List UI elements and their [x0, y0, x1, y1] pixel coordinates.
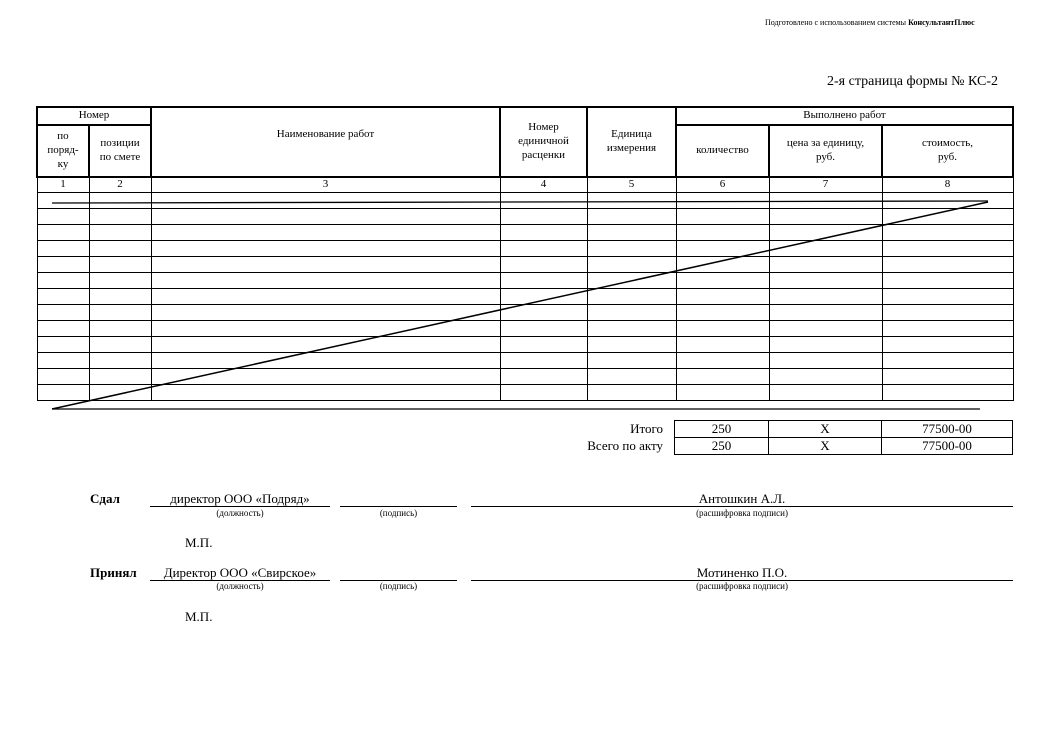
- itogo-qty: 250: [675, 421, 769, 438]
- table-cell: [37, 304, 89, 320]
- sdal-position-line: [150, 506, 330, 507]
- table-row: [37, 304, 1013, 320]
- unit-line-2: измерения: [606, 142, 657, 154]
- prinyal-position: Директор ООО «Свирское»: [163, 565, 317, 580]
- table-cell: [587, 320, 676, 336]
- prinyal-stamp-place: М.П.: [185, 609, 213, 624]
- table-cell: [587, 208, 676, 224]
- sdal-cap-decoding: (расшифровка подписи): [696, 508, 788, 518]
- table-cell: [676, 224, 769, 240]
- prinyal-label: Принял: [90, 565, 137, 580]
- table-cell: [151, 352, 500, 368]
- table-cell: [500, 288, 587, 304]
- col-qty-header: количество: [676, 125, 769, 177]
- table-cell: [89, 368, 151, 384]
- col-number: 4: [500, 177, 587, 192]
- table-cell: [37, 272, 89, 288]
- table-row: [37, 320, 1013, 336]
- table-cell: [89, 192, 151, 208]
- table-cell: [151, 208, 500, 224]
- col-order-header: [37, 125, 89, 177]
- price-line-1: цена за единицу,: [786, 137, 865, 150]
- table-cell: [882, 336, 1013, 352]
- table-cell: [89, 352, 151, 368]
- table-row: [37, 208, 1013, 224]
- table-cell: [500, 304, 587, 320]
- table-cell: [587, 272, 676, 288]
- unit-line-1: Единица: [611, 128, 652, 141]
- column-numbers-row: [37, 177, 1013, 192]
- table-row: [37, 352, 1013, 368]
- table-row: [37, 368, 1013, 384]
- sdal-cap-signature: (подпись): [379, 508, 418, 518]
- table-cell: [769, 208, 882, 224]
- sdal-name-line: [471, 506, 1013, 507]
- table-cell: [882, 224, 1013, 240]
- order-line-1: по: [57, 130, 69, 143]
- position-line-2: по смете: [99, 151, 141, 163]
- prinyal-name: Мотиненко П.О.: [696, 565, 788, 580]
- table-cell: [676, 256, 769, 272]
- vsego-cost: 77500-00: [882, 438, 1013, 455]
- col-cost-header: [882, 125, 1013, 177]
- table-cell: [37, 320, 89, 336]
- table-cell: [500, 368, 587, 384]
- table-cell: [882, 352, 1013, 368]
- table-cell: [151, 224, 500, 240]
- vsego-qty: 250: [675, 438, 769, 455]
- table-cell: [769, 336, 882, 352]
- table-cell: [37, 224, 89, 240]
- table-cell: [676, 384, 769, 400]
- table-cell: [676, 240, 769, 256]
- table-cell: [89, 208, 151, 224]
- table-row: [37, 240, 1013, 256]
- table-cell: [37, 240, 89, 256]
- table-cell: [769, 368, 882, 384]
- col-name-header: [151, 107, 500, 177]
- itogo-cost: 77500-00: [882, 421, 1013, 438]
- table-cell: [89, 288, 151, 304]
- col-unit-header: [587, 107, 676, 177]
- col-number: 1: [37, 177, 89, 192]
- rate-line-2: единичной: [518, 135, 569, 148]
- table-cell: [882, 288, 1013, 304]
- table-cell: [151, 320, 500, 336]
- col-number: 6: [676, 177, 769, 192]
- group-number-header: Номер: [37, 107, 151, 125]
- table-cell: [500, 192, 587, 208]
- table-cell: [769, 224, 882, 240]
- table-cell: [587, 368, 676, 384]
- table-cell: [89, 256, 151, 272]
- table-cell: [500, 256, 587, 272]
- prepared-brand: КонсультантПлюс: [908, 18, 975, 27]
- table-cell: [151, 336, 500, 352]
- table-cell: [769, 352, 882, 368]
- table-cell: [882, 256, 1013, 272]
- table-cell: [37, 384, 89, 400]
- table-row: [37, 192, 1013, 208]
- table-cell: [151, 192, 500, 208]
- col-number: 3: [151, 177, 500, 192]
- table-cell: [882, 320, 1013, 336]
- order-line-2: поряд-: [47, 144, 79, 157]
- table-cell: [500, 384, 587, 400]
- table-cell: [769, 304, 882, 320]
- table-row: [37, 224, 1013, 240]
- table-cell: [37, 368, 89, 384]
- table-cell: [37, 192, 89, 208]
- vsego-row: [675, 438, 1013, 455]
- table-cell: [151, 240, 500, 256]
- col-position-header: [89, 125, 151, 177]
- itogo-price: X: [769, 421, 882, 438]
- table-cell: [37, 352, 89, 368]
- table-cell: [500, 320, 587, 336]
- table-cell: [89, 240, 151, 256]
- table-cell: [882, 384, 1013, 400]
- table-cell: [500, 336, 587, 352]
- table-row: [37, 384, 1013, 400]
- table-cell: [500, 240, 587, 256]
- table-cell: [769, 192, 882, 208]
- prinyal-cap-signature: (подпись): [379, 581, 418, 591]
- table-row: [37, 336, 1013, 352]
- table-cell: [587, 304, 676, 320]
- table-cell: [151, 288, 500, 304]
- table-cell: [769, 288, 882, 304]
- table-cell: [882, 240, 1013, 256]
- form-title: 2-я страница формы № КС-2: [827, 74, 998, 89]
- prinyal-cap-decoding: (расшифровка подписи): [696, 581, 788, 591]
- table-cell: [587, 192, 676, 208]
- table-cell: [89, 224, 151, 240]
- table-cell: [676, 208, 769, 224]
- table-cell: [151, 384, 500, 400]
- sdal-label: Сдал: [90, 491, 120, 506]
- col-name-text: Наименование работ: [276, 128, 375, 141]
- table-cell: [769, 384, 882, 400]
- table-cell: [769, 240, 882, 256]
- empty-rows: [37, 192, 1013, 400]
- table-cell: [676, 320, 769, 336]
- table-cell: [882, 192, 1013, 208]
- table-cell: [882, 208, 1013, 224]
- table-cell: [587, 224, 676, 240]
- table-cell: [676, 368, 769, 384]
- cost-line-1: стоимость,: [921, 137, 974, 150]
- table-cell: [151, 368, 500, 384]
- table-cell: [882, 272, 1013, 288]
- rate-line-3: расценки: [521, 148, 566, 161]
- price-line-2: руб.: [815, 151, 836, 163]
- sdal-cap-position: (должность): [216, 508, 264, 518]
- table-cell: [769, 320, 882, 336]
- table-row: [37, 272, 1013, 288]
- table-cell: [769, 272, 882, 288]
- consultant-plus-note: [765, 18, 975, 27]
- col-price-header: [769, 125, 882, 177]
- table-cell: [882, 368, 1013, 384]
- table-cell: [587, 352, 676, 368]
- table-cell: [151, 272, 500, 288]
- table-cell: [676, 336, 769, 352]
- itogo-row: [675, 421, 1013, 438]
- table-cell: [37, 256, 89, 272]
- table-cell: [676, 288, 769, 304]
- sdal-position: директор ООО «Подряд»: [170, 491, 310, 506]
- works-table: [36, 106, 1014, 401]
- sdal-signature-line: [340, 506, 457, 507]
- order-line-3: ку: [57, 157, 69, 170]
- table-row: [37, 288, 1013, 304]
- table-cell: [37, 208, 89, 224]
- table-cell: [89, 272, 151, 288]
- rate-line-1: Номер: [528, 121, 559, 134]
- totals-table: [674, 420, 1013, 455]
- table-cell: [587, 384, 676, 400]
- table-cell: [587, 256, 676, 272]
- group-done-header: Выполнено работ: [676, 107, 1013, 125]
- itogo-label: Итого: [630, 421, 663, 436]
- table-cell: [89, 304, 151, 320]
- table-cell: [769, 256, 882, 272]
- table-cell: [676, 192, 769, 208]
- col-number: 5: [587, 177, 676, 192]
- table-cell: [151, 304, 500, 320]
- col-rate-header: [500, 107, 587, 177]
- table-cell: [587, 240, 676, 256]
- table-cell: [500, 224, 587, 240]
- sdal-stamp-place: М.П.: [185, 535, 213, 550]
- table-row: [37, 256, 1013, 272]
- table-cell: [587, 336, 676, 352]
- table-cell: [676, 272, 769, 288]
- table-cell: [676, 304, 769, 320]
- table-cell: [89, 384, 151, 400]
- position-line-1: позиции: [100, 137, 140, 150]
- table-cell: [89, 336, 151, 352]
- table-cell: [151, 256, 500, 272]
- table-cell: [587, 288, 676, 304]
- col-number: 8: [882, 177, 1013, 192]
- table-cell: [37, 288, 89, 304]
- table-cell: [37, 336, 89, 352]
- col-number: 2: [89, 177, 151, 192]
- table-cell: [676, 352, 769, 368]
- vsego-price: X: [769, 438, 882, 455]
- col-number: 7: [769, 177, 882, 192]
- vsego-label: Всего по акту: [587, 438, 663, 453]
- cost-line-2: руб.: [937, 151, 958, 163]
- prepared-prefix: Подготовлено с использованием системы: [765, 18, 909, 27]
- prinyal-cap-position: (должность): [216, 581, 264, 591]
- table-cell: [500, 352, 587, 368]
- table-cell: [500, 208, 587, 224]
- table-cell: [89, 320, 151, 336]
- table-cell: [882, 304, 1013, 320]
- table-cell: [500, 272, 587, 288]
- sdal-name: Антошкин А.Л.: [698, 491, 786, 506]
